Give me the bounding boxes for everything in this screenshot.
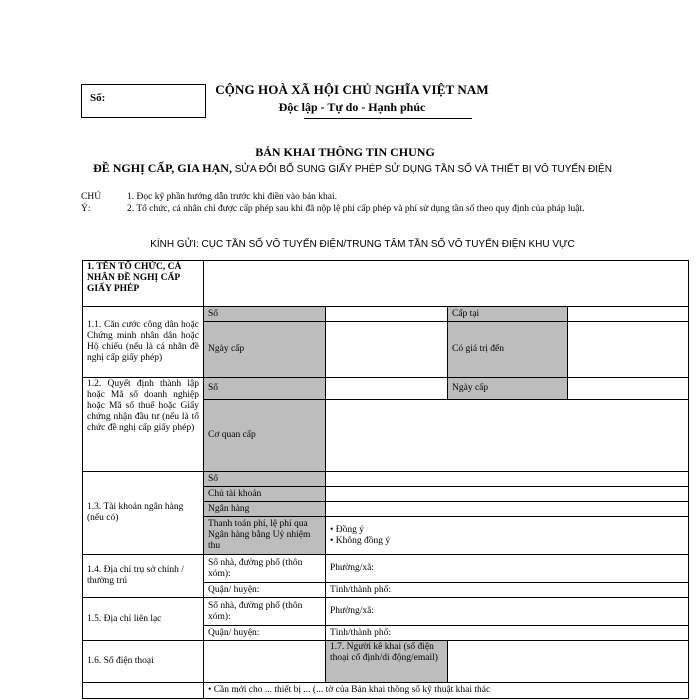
bank-account-label: 1.3. Tài khoản ngân hàng (nếu có) <box>83 472 204 555</box>
next-section-label <box>83 683 204 699</box>
id-number-field[interactable] <box>326 307 448 322</box>
account-number-field[interactable] <box>326 472 689 487</box>
national-motto: Độc lập - Tự do - Hạnh phúc <box>278 100 426 114</box>
contact-address-label: 1.5. Địa chỉ liên lạc <box>83 598 204 641</box>
issued-at-label: Cấp tại <box>448 307 568 322</box>
phone-label: 1.6. Số điện thoại <box>83 641 204 683</box>
note-label: CHÚ Ý: <box>81 192 102 214</box>
next-section-text: • Cần mới cho ... thiết bị ... (... tờ của Bản khai thông số kỹ thuật khai thác <box>204 683 689 699</box>
street-label: Số nhà, đường phố (thôn xóm): <box>204 555 326 583</box>
contact-district-label: Quận/ huyện: <box>204 626 326 641</box>
declarant-label: 1.7. Người kê khai (số điện thoại cố định/di động/email) <box>326 641 448 683</box>
valid-until-label: Có giá trị đến <box>448 322 568 378</box>
business-number-label: Số <box>204 378 326 400</box>
business-decision-label: 1.2. Quyết định thành lập hoặc Mã số doanh nghiệp hoặc Mã số thuế hoặc Giấy chứng nhận đầu tư (nếu là tổ chức đề nghị cấp giấy phép) <box>83 378 204 472</box>
issuing-agency-label: Cơ quan cấp <box>204 400 326 472</box>
id-card-label: 1.1. Căn cước công dân hoặc Chứng minh nhân dân hoặc Hộ chiếu (nếu là cá nhân đề nghị cấp giấy phép) <box>83 307 204 378</box>
note-item: 2. Tổ chức, cá nhân chỉ được cấp phép sau khi đã nộp lệ phí cấp phép và phí sử dụng tần số theo quy định của pháp luật. <box>127 204 585 214</box>
contact-ward-label[interactable]: Phường/xã: <box>326 598 689 626</box>
national-title: CỘNG HOÀ XÃ HỘI CHỦ NGHĨA VIỆT NAM <box>215 82 489 97</box>
payment-method-label: Thanh toán phí, lệ phí qua Ngân hàng bằng Uỷ nhiệm thu <box>204 517 326 555</box>
issued-at-field[interactable] <box>568 307 689 322</box>
subtitle-bold: ĐỀ NGHỊ CẤP, GIA HẠN, <box>93 161 232 175</box>
declarant-field[interactable] <box>448 641 689 683</box>
agree-option[interactable]: • Đồng ý <box>330 525 684 536</box>
payment-consent-options <box>326 517 689 555</box>
issue-date-field[interactable] <box>326 322 448 378</box>
motto-underline <box>304 118 472 119</box>
business-issue-date-label: Ngày cấp <box>448 378 568 400</box>
account-holder-label: Chủ tài khoản <box>204 487 326 502</box>
next-section-content: Cần mới cho ... thiết bị ... (... tờ của Bản khai thông số kỹ thuật khai thác <box>213 685 491 695</box>
district-label: Quận/ huyện: <box>204 583 326 598</box>
document-number-box <box>81 84 206 118</box>
bank-name-label: Ngân hàng <box>204 502 326 517</box>
ward-label[interactable]: Phường/xã: <box>326 555 689 583</box>
issue-date-label: Ngày cấp <box>204 322 326 378</box>
document-number-label: Số: <box>90 92 106 104</box>
business-issue-date-field[interactable] <box>568 378 689 400</box>
contact-street-label: Số nhà, đường phố (thôn xóm): <box>204 598 326 626</box>
page-subtitle <box>80 161 625 177</box>
section-1-header: 1. TÊN TỔ CHỨC, CÁ NHÂN ĐỀ NGHỊ CẤP GIẤY PHÉP <box>83 261 204 307</box>
national-heading <box>207 82 497 119</box>
application-form-table <box>82 260 689 699</box>
account-holder-field[interactable] <box>326 487 689 502</box>
business-number-field[interactable] <box>326 378 448 400</box>
account-number-label: Số <box>204 472 326 487</box>
id-number-label: Số <box>204 307 326 322</box>
province-label[interactable]: Tỉnh/thành phố: <box>326 583 689 598</box>
subtitle-rest: SỬA ĐỔI BỔ SUNG GIẤY PHÉP SỬ DỤNG TẦN SỐ VÀ THIẾT BỊ VÔ TUYẾN ĐIỆN <box>231 164 612 175</box>
recipient-line: KÍNH GỬI: CỤC TẦN SỐ VÔ TUYẾN ĐIỆN/TRUNG TÂM TẦN SỐ VÔ TUYẾN ĐIỆN KHU VỰC <box>150 239 575 250</box>
page-title: BẢN KHAI THÔNG TIN CHUNG <box>255 145 435 159</box>
contact-province-label[interactable]: Tỉnh/thành phố: <box>326 626 689 641</box>
phone-field[interactable] <box>204 641 326 683</box>
head-office-label: 1.4. Địa chỉ trụ sở chính / thường trú <box>83 555 204 598</box>
issuing-agency-field[interactable] <box>326 400 689 472</box>
organization-name-field[interactable] <box>204 261 689 307</box>
valid-until-field[interactable] <box>568 322 689 378</box>
note-item: 1. Đọc kỹ phần hướng dẫn trước khi điền vào bản khai. <box>127 192 338 202</box>
bank-name-field[interactable] <box>326 502 689 517</box>
disagree-option[interactable]: • Không đồng ý <box>330 536 684 547</box>
